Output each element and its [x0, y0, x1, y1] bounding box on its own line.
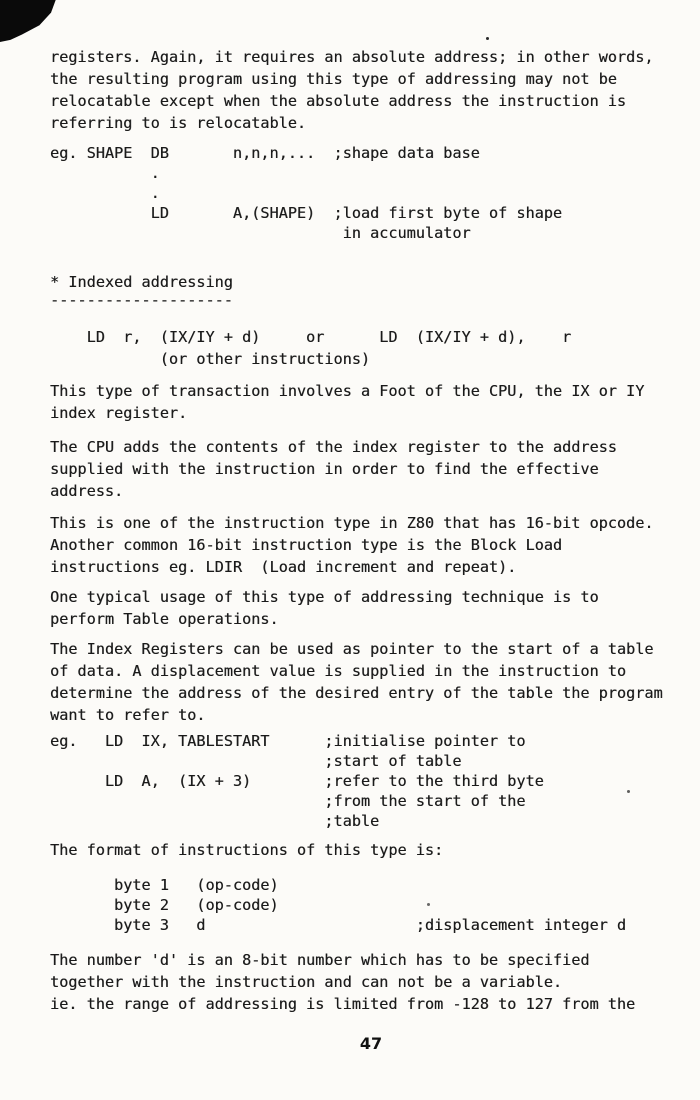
text-line: eg. LD IX, TABLESTART ;initialise pointer to: [50, 732, 526, 750]
paragraph-number-d-range: [50, 949, 690, 1015]
text-line: registers. Again, it requires an absolute address; in other words,: [50, 48, 654, 66]
text-line: One typical usage of this type of addressing technique is to: [50, 588, 599, 606]
code-syntax-indexed-load: [50, 326, 690, 370]
code-example-shape-db: [50, 143, 690, 243]
page-body: [50, 46, 690, 1015]
scan-corner-artifact: [0, 0, 58, 42]
text-line: ;start of table: [50, 752, 462, 770]
text-line: This is one of the instruction type in Z80 that has 16-bit opcode.: [50, 514, 654, 532]
text-line: .: [50, 164, 160, 182]
text-line: * Indexed addressing: [50, 273, 233, 291]
text-line: LD r, (IX/IY + d) or LD (IX/IY + d), r: [50, 328, 572, 346]
text-line: want to refer to.: [50, 706, 206, 724]
paragraph-index-registers-pointer: [50, 638, 690, 726]
paragraph-relocatable-addressing: [50, 46, 690, 134]
text-line: byte 3 d ;displacement integer d: [50, 916, 627, 934]
text-line: the resulting program using this type of addressing may not be: [50, 70, 617, 88]
text-line: supplied with the instruction in order to find the effective: [50, 460, 599, 478]
text-line: instructions eg. LDIR (Load increment and repeat).: [50, 558, 517, 576]
text-line: LD A,(SHAPE) ;load first byte of shape: [50, 204, 563, 222]
section-heading-indexed-addressing: [50, 273, 690, 309]
text-line: The CPU adds the contents of the index register to the address: [50, 438, 617, 456]
text-line: determine the address of the desired entry of the table the program: [50, 684, 663, 702]
text-line: eg. SHAPE DB n,n,n,... ;shape data base: [50, 144, 480, 162]
text-line: .: [50, 184, 160, 202]
paragraph-transaction-involves: [50, 380, 690, 424]
text-line: (or other instructions): [50, 350, 371, 368]
text-line: together with the instruction and can not be a variable.: [50, 973, 563, 991]
text-line: This type of transaction involves a Foot of the CPU, the IX or IY: [50, 382, 645, 400]
text-line: in accumulator: [50, 224, 471, 242]
paragraph-typical-usage: [50, 586, 690, 630]
code-byte-format: [50, 875, 690, 935]
text-line: of data. A displacement value is supplied in the instruction to: [50, 662, 627, 680]
text-line: referring to is relocatable.: [50, 114, 307, 132]
text-line: --------------------: [50, 291, 233, 309]
code-example-tablestart: [50, 731, 690, 831]
text-line: byte 1 (op-code): [50, 876, 279, 894]
text-line: The Index Registers can be used as pointer to the start of a table: [50, 640, 654, 658]
text-line: index register.: [50, 404, 188, 422]
text-line: perform Table operations.: [50, 610, 279, 628]
text-line: ;from the start of the: [50, 792, 526, 810]
scan-speck: [486, 37, 489, 40]
text-line: Another common 16-bit instruction type is the Block Load: [50, 536, 563, 554]
text-line: byte 2 (op-code): [50, 896, 279, 914]
text-line: relocatable except when the absolute address the instruction is: [50, 92, 627, 110]
text-line: LD A, (IX + 3) ;refer to the third byte: [50, 772, 544, 790]
paragraph-format-intro: [50, 839, 690, 861]
text-line: address.: [50, 482, 124, 500]
paragraph-16bit-opcode: [50, 512, 690, 578]
text-line: The number 'd' is an 8-bit number which has to be specified: [50, 951, 590, 969]
text-line: ;table: [50, 812, 380, 830]
page-number: 47: [359, 1034, 383, 1053]
text-line: ie. the range of addressing is limited from -128 to 127 from the: [50, 995, 636, 1013]
text-line: The format of instructions of this type is:: [50, 841, 444, 859]
paragraph-cpu-adds-contents: [50, 436, 690, 502]
